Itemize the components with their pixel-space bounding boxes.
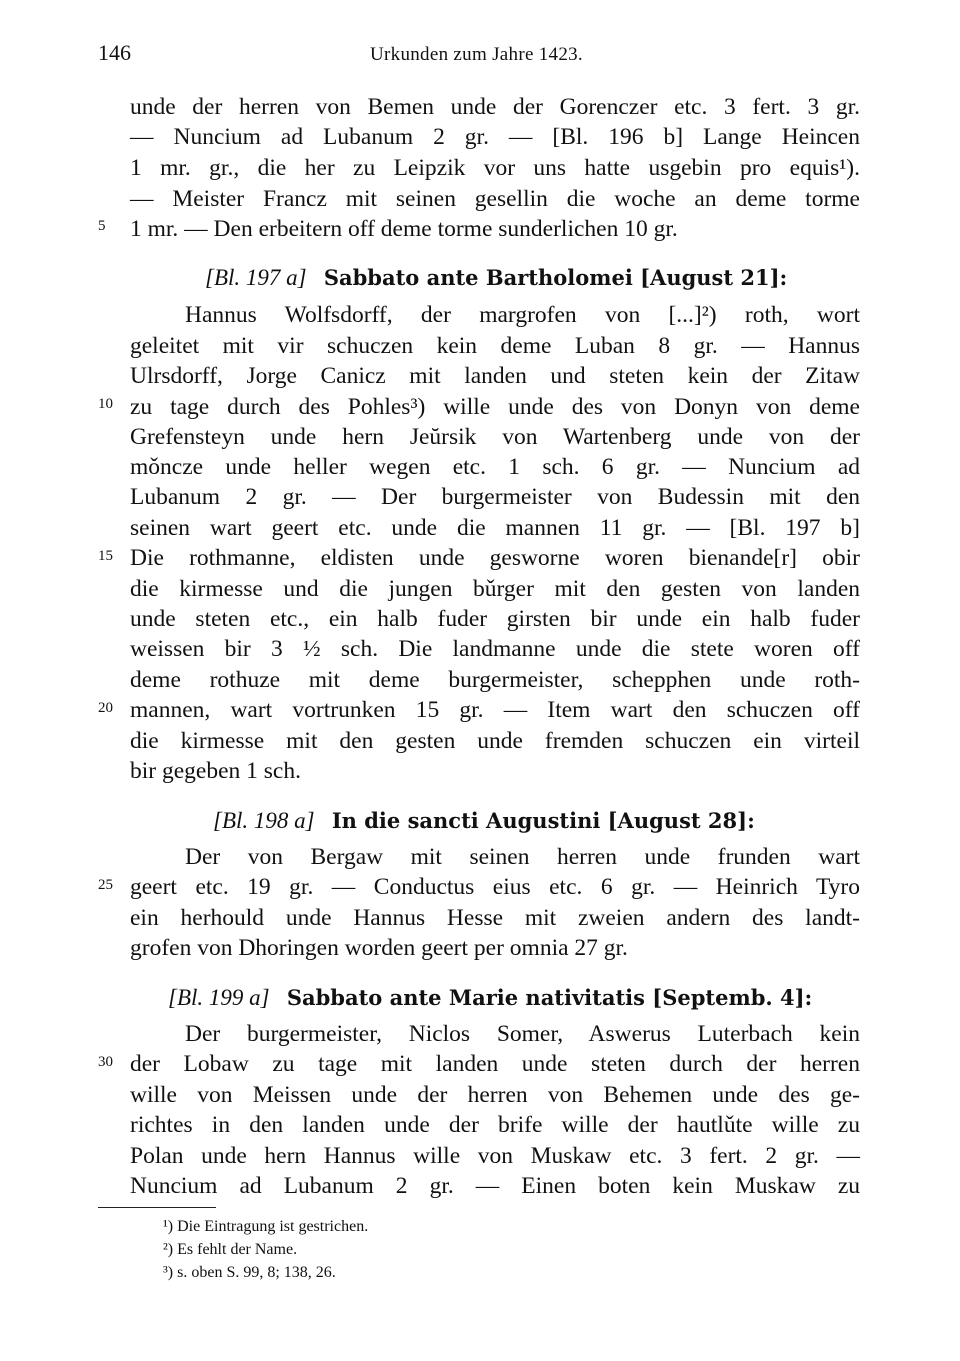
text-line: Grefensteyn unde hern Jeŭrsik von Wartenberg unde von der bbox=[130, 424, 860, 450]
text-line: wille von Meissen unde der herren von Behemen unde des ge- bbox=[130, 1082, 860, 1108]
text-line: mǒncze unde heller wegen etc. 1 sch. 6 gr. — Nuncium ad bbox=[130, 454, 860, 480]
line-number: 30 bbox=[98, 1054, 113, 1070]
section-heading bbox=[168, 985, 812, 1011]
folio-reference: [Bl. 199 a] bbox=[168, 985, 270, 1010]
line-number: 25 bbox=[98, 877, 113, 893]
text-line: geert etc. 19 gr. — Conductus eius etc. 6 gr. — Heinrich Tyro bbox=[130, 874, 860, 900]
text-line: Der burgermeister, Niclos Somer, Aswerus Luterbach kein bbox=[185, 1021, 860, 1047]
footnote: ²) Es fehlt der Name. bbox=[163, 1241, 298, 1258]
text-line: 1 mr. — Den erbeitern off deme torme sunderlichen 10 gr. bbox=[130, 216, 678, 242]
text-line: Hannus Wolfsdorff, der margrofen von [...]²) roth, wort bbox=[185, 302, 860, 328]
text-line: bir gegeben 1 sch. bbox=[130, 758, 301, 784]
text-line: Der von Bergaw mit seinen herren unde frunden wart bbox=[185, 844, 860, 870]
page-number: 146 bbox=[98, 40, 131, 65]
text-line: Die rothmanne, eldisten unde gesworne woren bienande[r] obir bbox=[130, 545, 860, 571]
section-heading bbox=[205, 265, 787, 291]
text-line: Lubanum 2 gr. — Der burgermeister von Budessin mit den bbox=[130, 484, 860, 510]
text-line: unde der herren von Bemen unde der Gorenczer etc. 3 fert. 3 gr. bbox=[130, 94, 860, 120]
text-line: 1 mr. gr., die her zu Leipzik vor uns hatte usgebin pro equis¹). bbox=[130, 155, 860, 181]
text-line: die kirmesse mit den gesten unde fremden schuczen ein virteil bbox=[130, 728, 860, 754]
text-line: Nuncium ad Lubanum 2 gr. — Einen boten kein Muskaw zu bbox=[130, 1173, 860, 1199]
heading-text: In die sancti Augustini [August 28]: bbox=[331, 808, 755, 833]
text-line: weissen bir 3 ½ sch. Die landmanne unde die stete woren off bbox=[130, 636, 860, 662]
folio-reference: [Bl. 197 a] bbox=[205, 265, 307, 290]
footnote: ¹) Die Eintragung ist gestrichen. bbox=[163, 1218, 369, 1235]
footnote: ³) s. oben S. 99, 8; 138, 26. bbox=[163, 1264, 336, 1281]
text-line: Polan unde hern Hannus wille von Muskaw etc. 3 fert. 2 gr. — bbox=[130, 1143, 860, 1169]
section-heading bbox=[213, 808, 755, 834]
text-line: die kirmesse und die jungen bǔrger mit den gesten von landen bbox=[130, 576, 860, 602]
heading-text: Sabbato ante Bartholomei [August 21]: bbox=[323, 265, 788, 290]
folio-reference: [Bl. 198 a] bbox=[213, 808, 315, 833]
heading-text: Sabbato ante Marie nativitatis [Septemb. 4]: bbox=[286, 985, 813, 1010]
text-line: grofen von Dhoringen worden geert per omnia 27 gr. bbox=[130, 935, 628, 961]
line-number: 10 bbox=[98, 396, 113, 412]
footnote-rule bbox=[98, 1207, 216, 1208]
line-number: 5 bbox=[98, 218, 106, 234]
line-number: 15 bbox=[98, 548, 113, 564]
text-line: Ulrsdorff, Jorge Canicz mit landen und steten kein der Zitaw bbox=[130, 363, 860, 389]
text-line: seinen wart geert etc. unde die mannen 11 gr. — [Bl. 197 b] bbox=[130, 515, 860, 541]
running-title: Urkunden zum Jahre 1423. bbox=[370, 44, 583, 65]
text-line: zu tage durch des Pohles³) wille unde des von Donyn von deme bbox=[130, 394, 860, 420]
text-line: deme rothuze mit deme burgermeister, schepphen unde roth- bbox=[130, 667, 860, 693]
text-line: mannen, wart vortrunken 15 gr. — Item wart den schuczen off bbox=[130, 697, 860, 723]
text-line: der Lobaw zu tage mit landen unde steten durch der herren bbox=[130, 1051, 860, 1077]
text-line: — Meister Francz mit seinen gesellin die woche an deme torme bbox=[130, 186, 860, 212]
text-line: — Nuncium ad Lubanum 2 gr. — [Bl. 196 b] Lange Heincen bbox=[130, 124, 860, 150]
line-number: 20 bbox=[98, 700, 113, 716]
text-line: unde steten etc., ein halb fuder girsten bir unde ein halb fuder bbox=[130, 606, 860, 632]
text-line: geleitet mit vir schuczen kein deme Luban 8 gr. — Hannus bbox=[130, 333, 860, 359]
text-line: richtes in den landen unde der brife wille der hautlǔte wille zu bbox=[130, 1112, 860, 1138]
text-line: ein herhould unde Hannus Hesse mit zweien andern des landt- bbox=[130, 905, 860, 931]
